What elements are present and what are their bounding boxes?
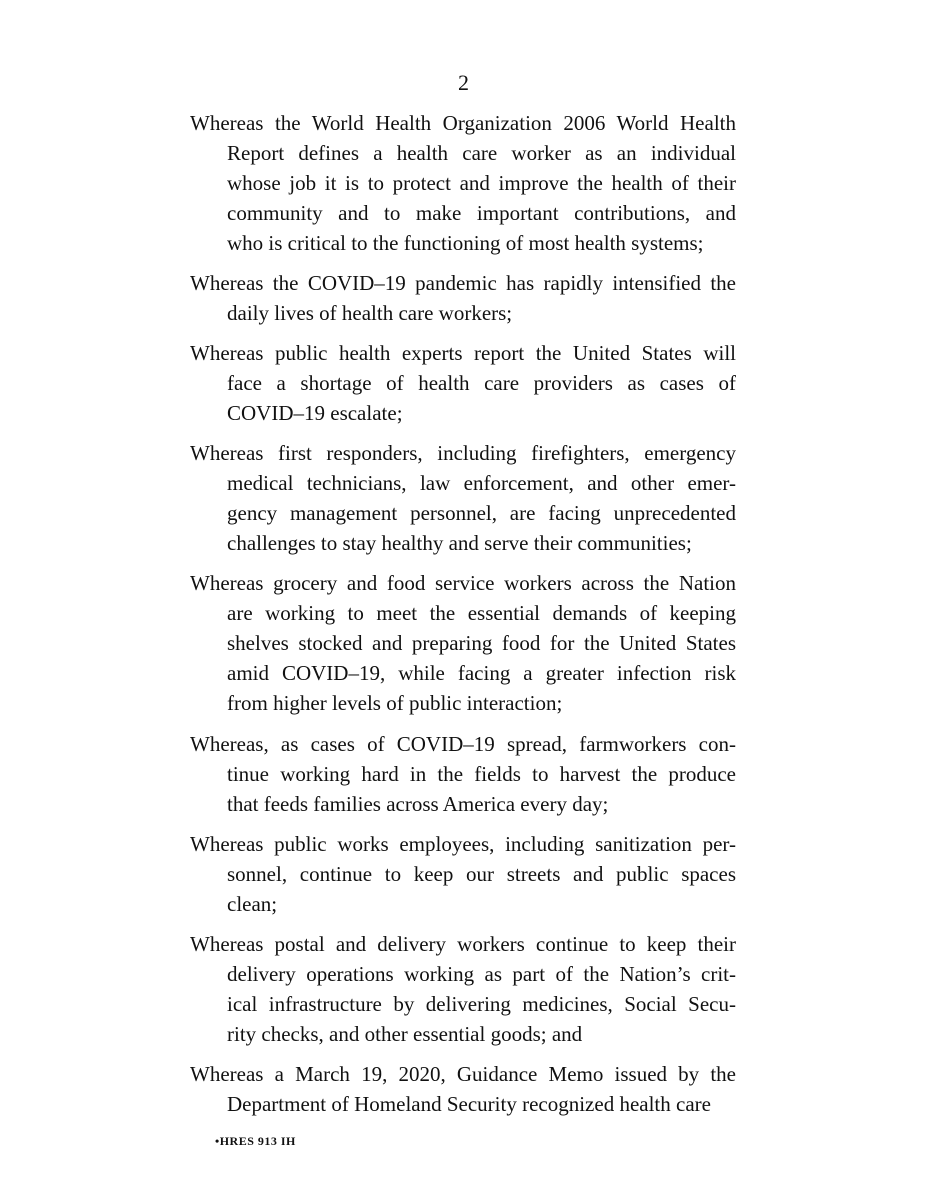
bill-identifier-footer: •HRES 913 IH	[215, 1134, 296, 1148]
clause-line: Whereas first responders, including firefighters, emergency	[190, 441, 736, 465]
clause-line: rity checks, and other essential goods; and	[227, 1022, 583, 1046]
clause-line: Whereas public works employees, including sanitization per-	[190, 832, 736, 856]
clause-line: gency management personnel, are facing unprecedented	[227, 501, 736, 525]
clause-line: Whereas public health experts report the United States will	[190, 341, 736, 365]
whereas-clause	[190, 268, 736, 328]
clause-line: ical infrastructure by delivering medicines, Social Secu-	[227, 992, 736, 1016]
clause-line: from higher levels of public interaction;	[227, 691, 563, 715]
whereas-clause	[190, 438, 736, 558]
clause-line: are working to meet the essential demands of keeping	[227, 601, 736, 625]
clause-line: daily lives of health care workers;	[227, 301, 513, 325]
clause-line: Whereas grocery and food service workers across the Nation	[190, 571, 736, 595]
whereas-clause	[190, 338, 736, 428]
whereas-clause	[190, 829, 736, 919]
clause-line: Whereas the COVID–19 pandemic has rapidly intensified the	[190, 271, 736, 295]
whereas-clause	[190, 568, 736, 718]
clause-line: Whereas postal and delivery workers continue to keep their	[190, 932, 736, 956]
clause-line: Whereas the World Health Organization 2006 World Health	[190, 111, 736, 135]
clause-line: community and to make important contributions, and	[227, 201, 736, 225]
clause-line: COVID–19 escalate;	[227, 401, 403, 425]
clause-line: sonnel, continue to keep our streets and public spaces	[227, 862, 736, 886]
whereas-clause	[190, 1059, 736, 1119]
clause-line: who is critical to the functioning of most health systems;	[227, 231, 704, 255]
clause-line: Whereas, as cases of COVID–19 spread, farmworkers con-	[190, 732, 736, 756]
clause-line: Whereas a March 19, 2020, Guidance Memo issued by the	[190, 1062, 736, 1086]
clause-line: shelves stocked and preparing food for the United States	[227, 631, 736, 655]
clause-line: Report defines a health care worker as an individual	[227, 141, 736, 165]
clause-line: tinue working hard in the fields to harvest the produce	[227, 762, 736, 786]
whereas-clause	[190, 108, 736, 258]
clause-line: amid COVID–19, while facing a greater infection risk	[227, 661, 736, 685]
clause-line: delivery operations working as part of the Nation’s crit-	[227, 962, 736, 986]
clause-line: whose job it is to protect and improve the health of their	[227, 171, 736, 195]
whereas-clause	[190, 729, 736, 819]
clause-line: challenges to stay healthy and serve their communities;	[227, 531, 692, 555]
page-number: 2	[458, 70, 469, 95]
clause-line: clean;	[227, 892, 278, 916]
whereas-clause	[190, 929, 736, 1049]
clause-line: face a shortage of health care providers as cases of	[227, 371, 736, 395]
clause-line: that feeds families across America every day;	[227, 792, 609, 816]
clause-line: medical technicians, law enforcement, and other emer-	[227, 471, 736, 495]
clause-line: Department of Homeland Security recognized health care	[227, 1092, 711, 1116]
